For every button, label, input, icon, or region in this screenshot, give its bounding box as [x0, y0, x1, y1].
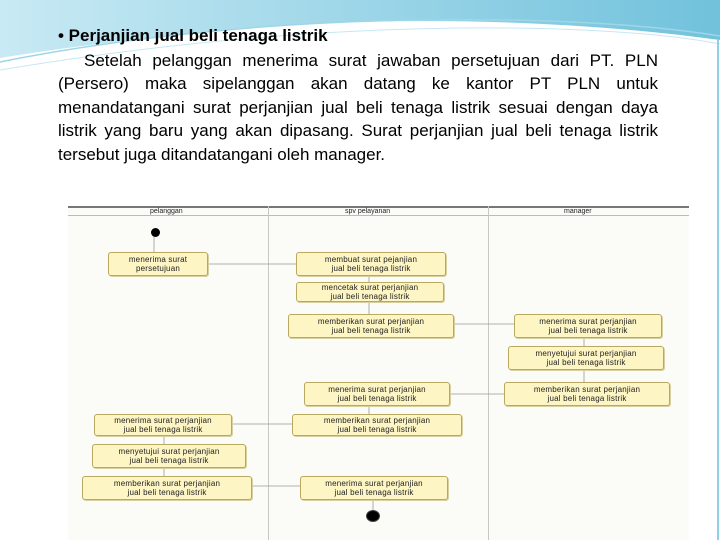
activity-node — [296, 282, 444, 302]
activity-label: menerima surat perjanjian — [114, 416, 212, 425]
activity-node — [508, 346, 664, 370]
activity-node — [82, 476, 252, 500]
activity-label: jual beli tenaga listrik — [123, 425, 203, 434]
activity-label: menyetujui surat perjanjian — [118, 447, 220, 456]
activity-label: jual beli tenaga listrik — [331, 326, 411, 335]
activity-label: jual beli tenaga listrik — [337, 394, 417, 403]
activity-label: jual beli tenaga listrik — [334, 488, 414, 497]
activity-label: jual beli tenaga listrik — [129, 456, 209, 465]
activity-label: jual beli tenaga listrik — [127, 488, 207, 497]
activity-diagram — [68, 206, 689, 540]
activity-node — [296, 252, 446, 276]
activity-label: memberikan surat perjanjian — [113, 479, 221, 488]
activity-node — [92, 444, 246, 468]
activity-label: menerima surat — [128, 255, 188, 264]
slide-heading: • Perjanjian jual beli tenaga listrik — [58, 26, 328, 45]
start-node — [151, 228, 160, 237]
activity-label: jual beli tenaga listrik — [547, 394, 627, 403]
slide-text — [58, 24, 658, 166]
lane-header-pelanggan: pelanggan — [150, 208, 183, 215]
activity-label: memberikan surat perjanjian — [533, 385, 641, 394]
activity-label: mencetak surat perjanjian — [321, 283, 419, 292]
lane-header-spv-pelayanan: spv pelayanan — [345, 208, 391, 215]
activity-label: memberikan surat perjanjian — [317, 317, 425, 326]
activity-label: memberikan surat perjanjian — [323, 416, 431, 425]
activity-node — [108, 252, 208, 276]
activity-node — [288, 314, 454, 338]
activity-label: jual beli tenaga listrik — [546, 358, 626, 367]
activity-label: menerima surat perjanjian — [328, 385, 426, 394]
activity-node — [514, 314, 662, 338]
activity-node — [292, 414, 462, 436]
activity-label: jual beli tenaga listrik — [330, 292, 410, 301]
activity-label: menerima surat perjanjian — [539, 317, 637, 326]
activity-label: jual beli tenaga listrik — [548, 326, 628, 335]
activity-node — [300, 476, 448, 500]
slide-body: Setelah pelanggan menerima surat jawaban persetujuan dari PT. PLN (Persero) maka sipelanggan akan datang ke kantor PT PLN untuk menandatangani surat perjanjian jual beli tenaga listrik sesuai dengan daya listrik yang baru yang akan dipasang. Surat perjanjian jual beli tenaga listrik tersebut juga ditandatangani oleh manager. — [58, 50, 658, 164]
activity-label: menyetujui surat perjanjian — [535, 349, 637, 358]
activity-label: membuat surat pejanjian — [324, 255, 418, 264]
activity-label: persetujuan — [135, 264, 180, 273]
lane-header-manager: manager — [564, 208, 592, 215]
activity-label: menerima surat perjanjian — [325, 479, 423, 488]
activity-node — [504, 382, 670, 406]
activity-label: jual beli tenaga listrik — [331, 264, 411, 273]
activity-node — [94, 414, 232, 436]
end-node — [366, 510, 380, 522]
activity-label: jual beli tenaga listrik — [337, 425, 417, 434]
activity-node — [304, 382, 450, 406]
